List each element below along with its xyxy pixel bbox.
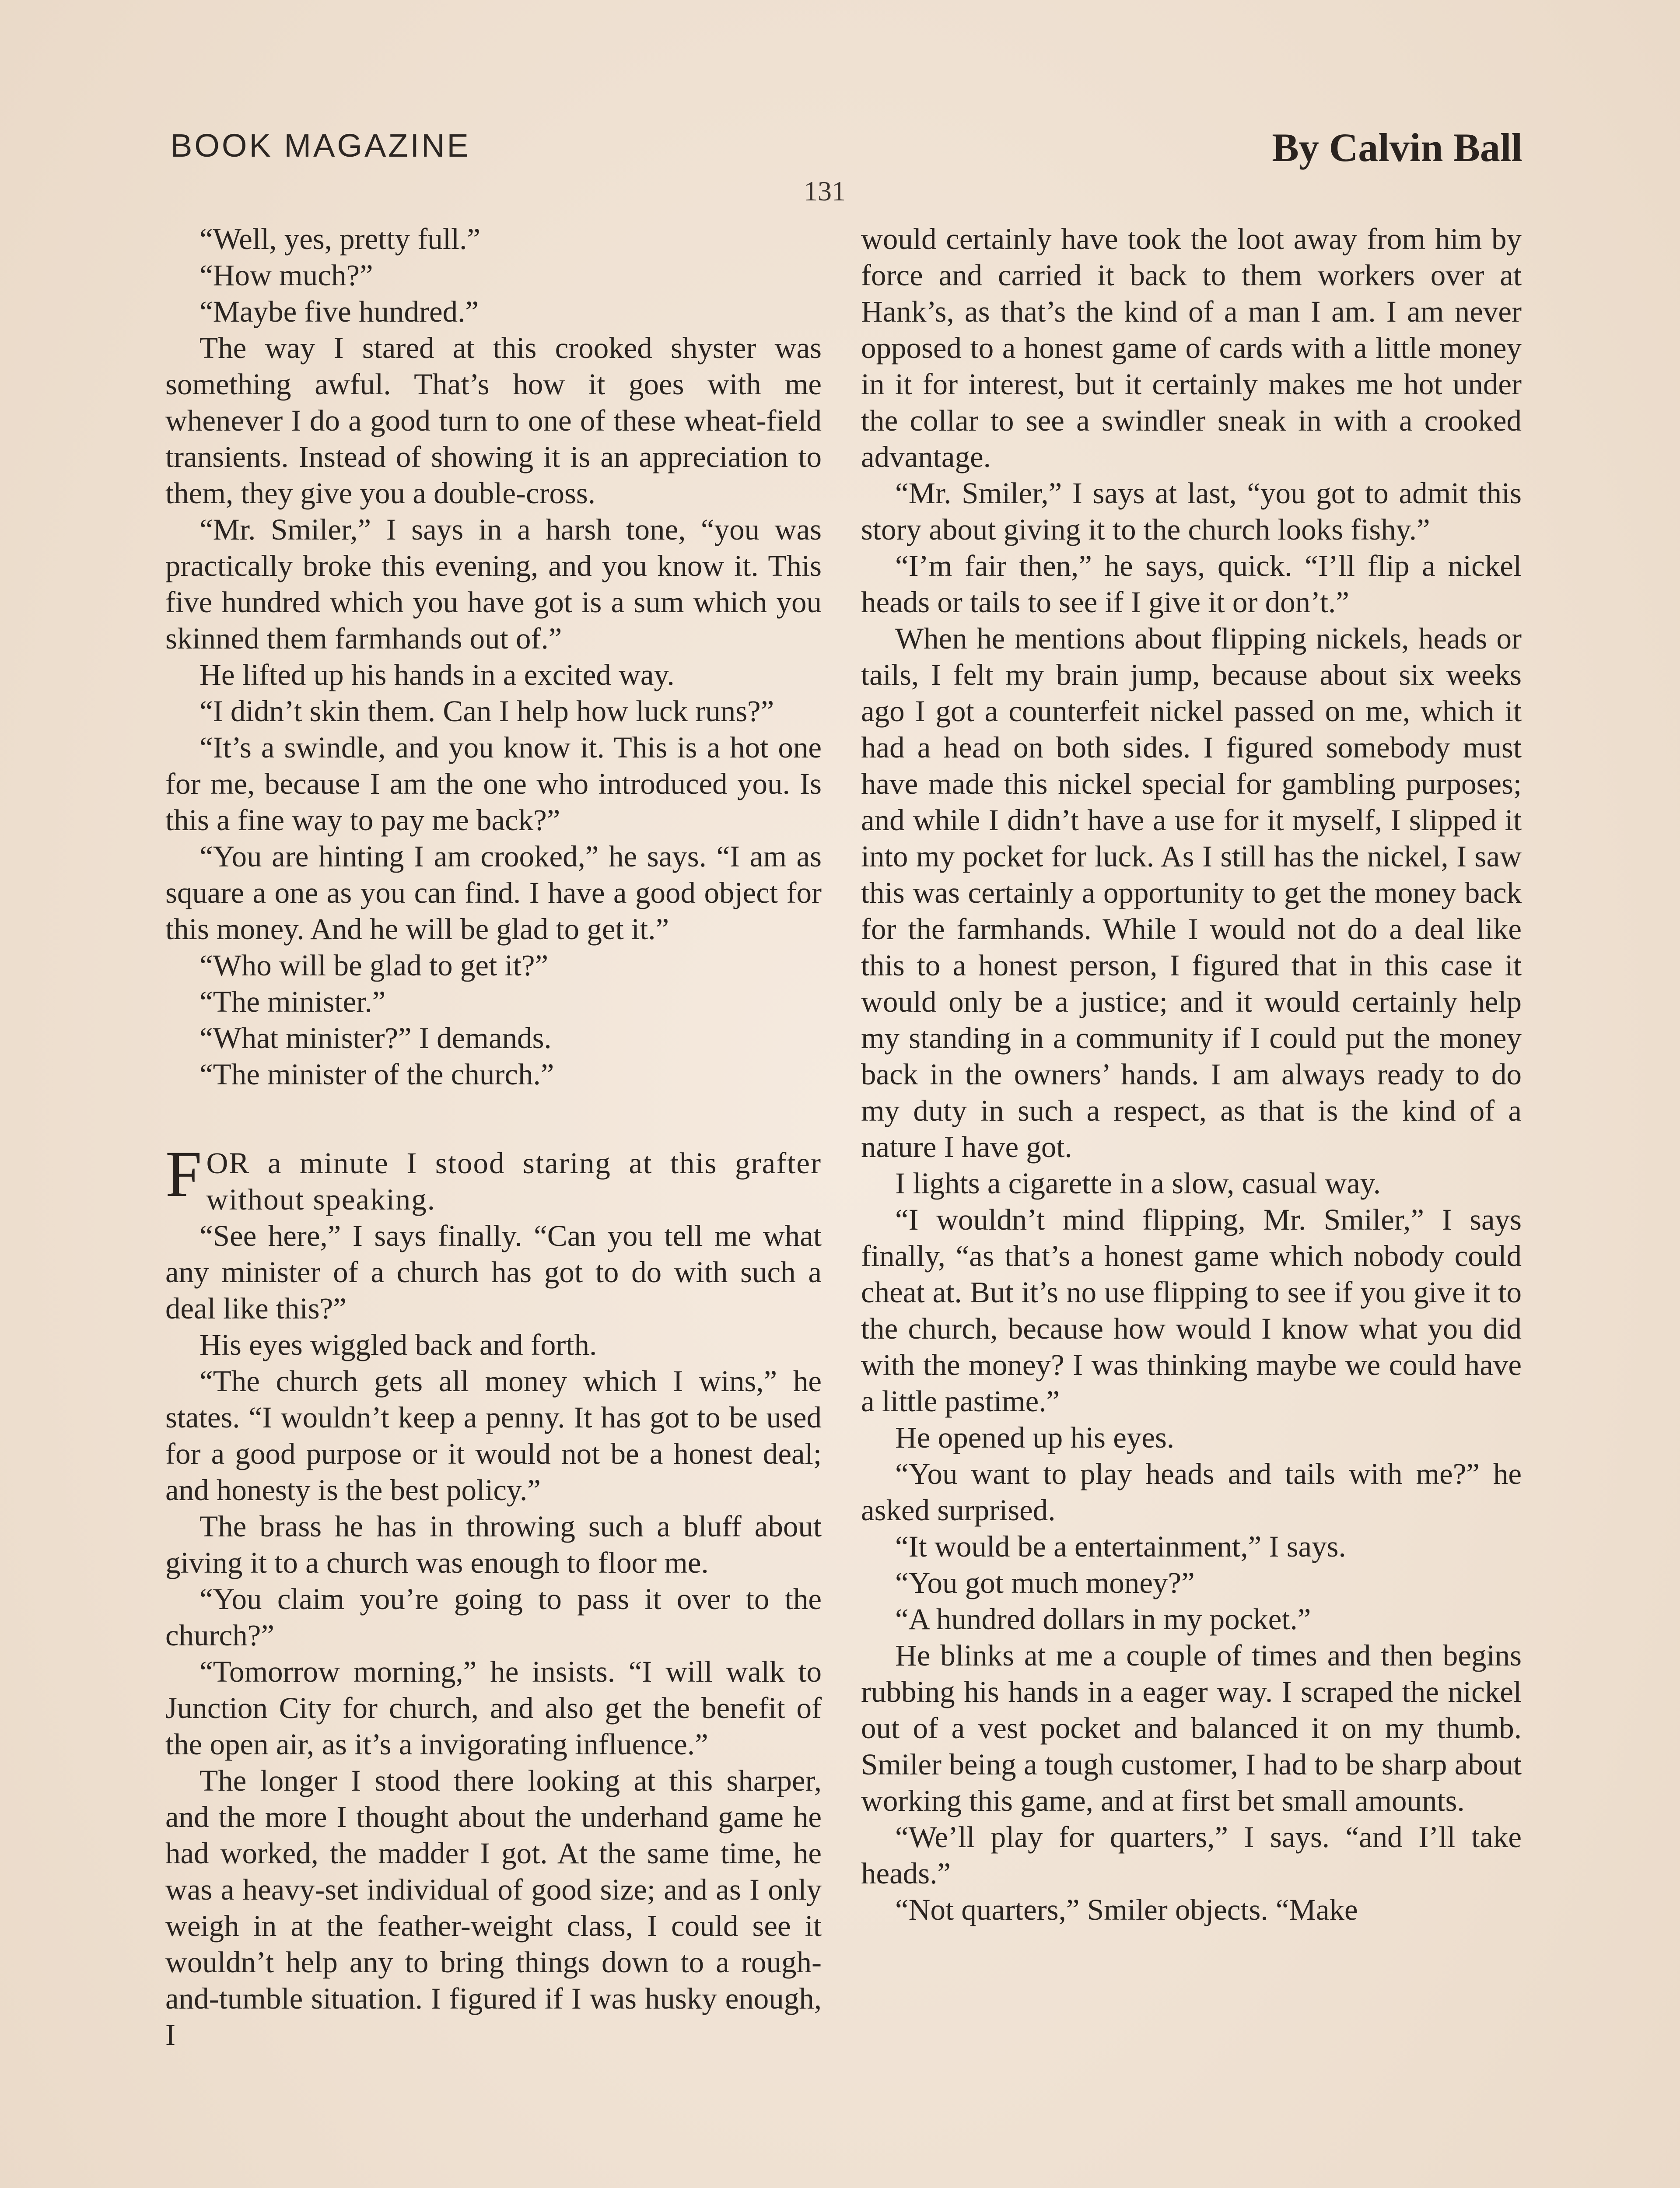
- paragraph: “The minister of the church.”: [200, 1058, 554, 1091]
- left-column: [165, 221, 822, 2053]
- paragraph: The brass he has in throwing such a bluff about giving it to a church was enough to floor me.: [165, 1510, 822, 1579]
- paragraph: “You are hinting I am crooked,” he says. “I am as square a one as you can find. I have a good object for this money. And he will be glad to get it.”: [165, 840, 822, 946]
- continued-paragraph: would certainly have took the loot away from him by force and carried it back to them workers over at Hank’s, as that’s the kind of a man I am. I am never opposed to a honest game of cards with a little money in it for interest, but it certainly makes me hot under the collar to see a swindler sneak in with a crooked advantage.: [861, 222, 1522, 473]
- paragraph: “What minister?” I demands.: [200, 1021, 552, 1055]
- paragraph: “Mr. Smiler,” I says in a harsh tone, “you was practically broke this evening, and you know it. This five hundred which you have got is a sum which you skinned them farmhands out of.”: [165, 513, 822, 655]
- paragraph: “A hundred dollars in my pocket.”: [895, 1602, 1311, 1636]
- magazine-title: BOOK MAGAZINE: [171, 127, 471, 164]
- paragraph: “Tomorrow morning,” he insists. “I will walk to Junction City for church, and also get the benefit of the open air, as it’s a invigorating influence.”: [165, 1655, 822, 1761]
- paragraph: “Well, yes, pretty full.”: [200, 222, 481, 256]
- paragraph: “I wouldn’t mind flipping, Mr. Smiler,” I says finally, “as that’s a honest game which nobody could cheat at. But it’s no use flipping to see if you give it to the church, because how would I know what you did with the money? I was thinking maybe we could have a little pastime.”: [861, 1203, 1522, 1418]
- right-column: [861, 221, 1522, 1928]
- paragraph: “Not quarters,” Smiler objects. “Make: [895, 1893, 1358, 1926]
- paragraph: “The church gets all money which I wins,” he states. “I wouldn’t keep a penny. It has got to be used for a good purpose or it would not be a honest deal; and honesty is the best policy.”: [165, 1364, 822, 1507]
- paragraph: His eyes wiggled back and forth.: [200, 1328, 597, 1361]
- author-byline: By Calvin Ball: [1272, 125, 1522, 170]
- opening-text: OR a minute I stood staring at this grafter without speaking.: [206, 1147, 822, 1216]
- paragraph: “Maybe five hundred.”: [200, 295, 479, 328]
- paragraph: I lights a cigarette in a slow, casual way.: [895, 1167, 1381, 1200]
- drop-cap: F: [165, 1138, 202, 1210]
- paragraph: “Mr. Smiler,” I says at last, “you got to admit this story about giving it to the church looks fishy.”: [861, 477, 1522, 546]
- paragraph: “How much?”: [200, 259, 373, 292]
- paragraph: When he mentions about flipping nickels, heads or tails, I felt my brain jump, because about six weeks ago I got a counterfeit nickel passed on me, which it had a head on both sides. I figured somebody must have made this nickel special for gambling purposes; and while I didn’t have a use for it myself, I slipped it into my pocket for luck. As I still has the nickel, I saw this was certainly a opportunity to get the money back for the farmhands. While I would not do a deal like this to a honest person, I figured that in this case it would only be a justice; and it would certainly help my standing in a community if I could put the money back in the owners’ hands. I am always ready to do my duty in such a respect, as that is the kind of a nature I have got.: [861, 622, 1522, 1164]
- paragraph: “I didn’t skin them. Can I help how luck runs?”: [200, 694, 774, 728]
- paragraph: “Who will be glad to get it?”: [200, 949, 549, 982]
- paragraph: The longer I stood there looking at this sharper, and the more I thought about the underhand game he had worked, the madder I got. At the same time, he was a heavy-set individual of good size; and as I only weigh in at the feather-weight class, I could see it wouldn’t help any to bring things down to a rough-and-tumble situation. I figured if I was husky enough, I: [165, 1764, 822, 2051]
- page-number: 131: [804, 175, 846, 207]
- paragraph: “It would be a entertainment,” I says.: [895, 1530, 1346, 1563]
- paragraph: He blinks at me a couple of times and then begins rubbing his hands in a eager way. I scraped the nickel out of a vest pocket and balanced it on my thumb. Smiler being a tough customer, I had to be sharp about working this game, and at first bet small amounts.: [861, 1639, 1522, 1817]
- paragraph: “You claim you’re going to pass it over to the church?”: [165, 1582, 822, 1652]
- paragraph: “I’m fair then,” he says, quick. “I’ll flip a nickel heads or tails to see if I give it or don’t.”: [861, 549, 1522, 619]
- section-break: [165, 1093, 822, 1145]
- running-head: [171, 127, 1522, 175]
- paragraph: He lifted up his hands in a excited way.: [200, 658, 675, 691]
- paragraph: “You want to play heads and tails with me?” he asked surprised.: [861, 1457, 1522, 1527]
- paragraph: “We’ll play for quarters,” I says. “and I’ll take heads.”: [861, 1820, 1522, 1890]
- paragraph: “See here,” I says finally. “Can you tell me what any minister of a church has got to do with such a deal like this?”: [165, 1219, 822, 1325]
- paragraph: The way I stared at this crooked shyster was something awful. That’s how it goes with me whenever I do a good turn to one of these wheat-field transients. Instead of showing it is an appreciation to them, they give you a double-cross.: [165, 331, 822, 510]
- paragraph: “It’s a swindle, and you know it. This is a hot one for me, because I am the one who introduced you. Is this a fine way to pay me back?”: [165, 731, 822, 837]
- paragraph: “You got much money?”: [895, 1566, 1195, 1599]
- paragraph: “The minister.”: [200, 985, 386, 1018]
- paragraph: He opened up his eyes.: [895, 1421, 1175, 1454]
- section-opening-paragraph: [165, 1138, 822, 1218]
